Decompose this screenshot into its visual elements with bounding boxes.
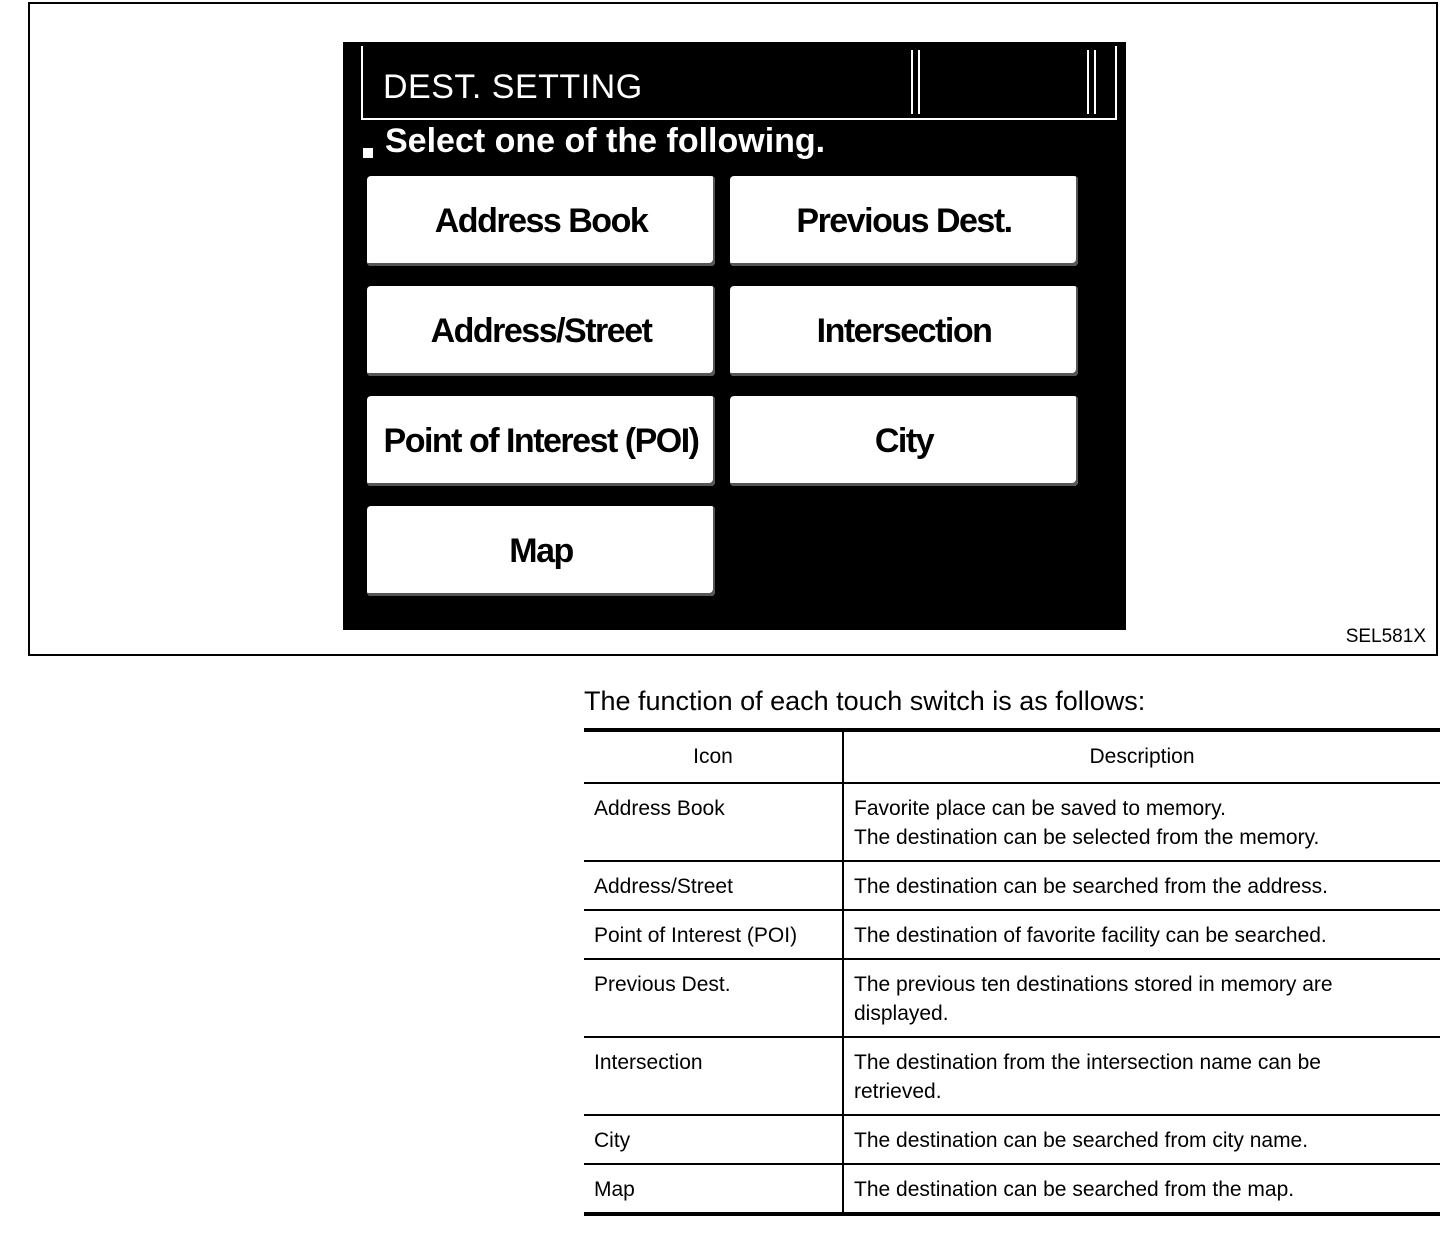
description-cell xyxy=(843,1115,1440,1164)
table-row xyxy=(584,1115,1440,1164)
poi-button[interactable]: Point of Interest (POI) xyxy=(367,396,715,486)
table-header-row xyxy=(584,730,1440,783)
description-line: The destination of favorite facility can be searched. xyxy=(854,924,1327,947)
intro-text: The function of each touch switch is as follows: xyxy=(584,686,1146,716)
column-header-icon: Icon xyxy=(584,730,843,783)
description-cell xyxy=(843,783,1440,861)
screen-title: DEST. SETTING xyxy=(383,68,643,106)
table-row xyxy=(584,1164,1440,1214)
column-header-description: Description xyxy=(843,730,1440,783)
previous-dest-button[interactable]: Previous Dest. xyxy=(730,176,1078,266)
prompt-text: Select one of the following. xyxy=(385,122,826,160)
address-book-button[interactable]: Address Book xyxy=(367,176,715,266)
icon-cell: Address/Street xyxy=(584,861,843,910)
description-line: retrieved. xyxy=(854,1080,942,1103)
map-button[interactable]: Map xyxy=(367,506,715,596)
address-street-button[interactable]: Address/Street xyxy=(367,286,715,376)
intersection-button[interactable]: Intersection xyxy=(730,286,1078,376)
table-row xyxy=(584,1037,1440,1115)
title-divider xyxy=(911,50,920,114)
screen-title-bar xyxy=(361,46,1117,120)
icon-cell: Address Book xyxy=(584,783,843,861)
table-row xyxy=(584,910,1440,959)
icon-cell: Map xyxy=(584,1164,843,1214)
description-line: The previous ten destinations stored in memory are xyxy=(854,973,1333,996)
bullet-icon xyxy=(363,148,373,158)
table-row xyxy=(584,783,1440,861)
description-cell xyxy=(843,1037,1440,1115)
icon-cell: City xyxy=(584,1115,843,1164)
description-line: The destination can be searched from the address. xyxy=(854,875,1328,898)
description-line: displayed. xyxy=(854,1002,949,1025)
title-divider xyxy=(1087,50,1096,114)
navigation-screen xyxy=(343,42,1126,630)
table-row xyxy=(584,861,1440,910)
icon-cell: Intersection xyxy=(584,1037,843,1115)
table-row xyxy=(584,959,1440,1037)
city-button[interactable]: City xyxy=(730,396,1078,486)
description-line: The destination from the intersection name can be xyxy=(854,1051,1321,1074)
icon-cell: Point of Interest (POI) xyxy=(584,910,843,959)
figure-frame xyxy=(28,2,1438,656)
icon-cell: Previous Dest. xyxy=(584,959,843,1037)
description-cell xyxy=(843,910,1440,959)
description-cell xyxy=(843,959,1440,1037)
description-cell xyxy=(843,861,1440,910)
description-line: The destination can be searched from the map. xyxy=(854,1178,1295,1201)
screen-prompt xyxy=(363,122,825,161)
description-cell xyxy=(843,1164,1440,1214)
description-line: The destination can be selected from the memory. xyxy=(854,826,1320,849)
function-table xyxy=(584,728,1440,1216)
description-line: Favorite place can be saved to memory. xyxy=(854,797,1226,820)
description-line: The destination can be searched from city name. xyxy=(854,1129,1309,1152)
figure-code: SEL581X xyxy=(1345,626,1426,647)
